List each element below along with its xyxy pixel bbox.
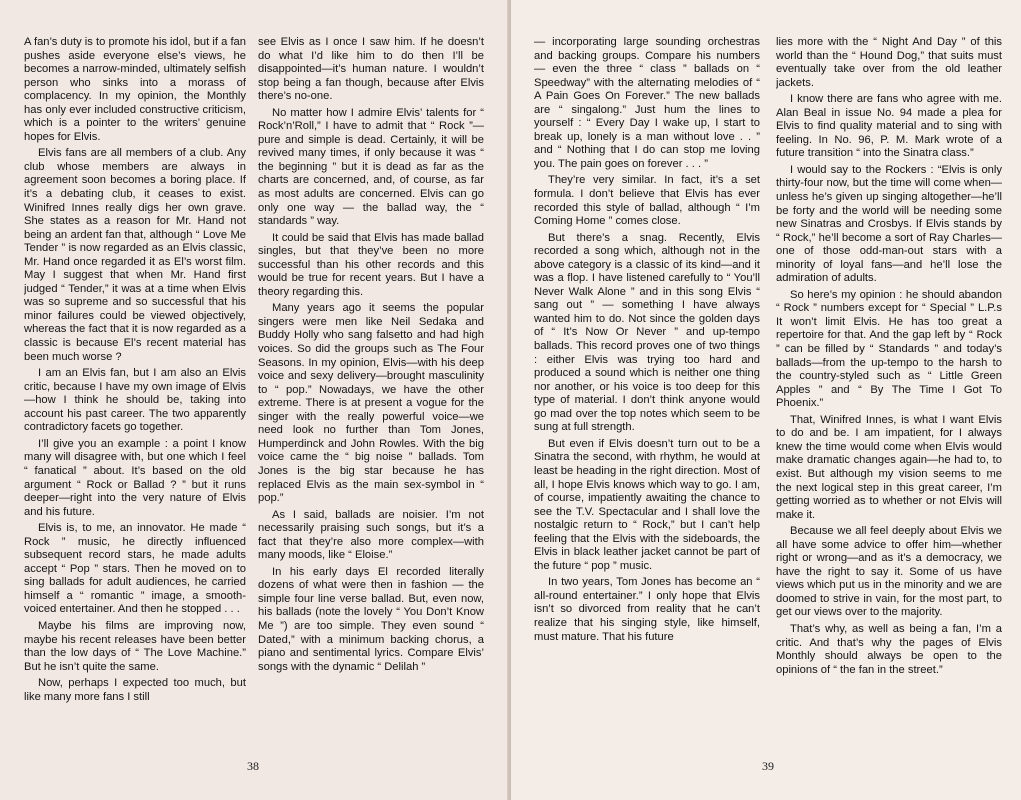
page-number-right: 39 <box>762 759 774 773</box>
paragraph: lies more with the “ Night And Day ” of this world than the “ Hound Dog,” that suits must eventually take over from the old leather jackets. <box>776 36 1002 89</box>
paragraph: It could be said that Elvis has made ballad singles, but that they’ve been no more successful than his other records and this would be true for recent years. But I have a theory regarding this. <box>258 231 484 298</box>
left-page <box>0 0 509 800</box>
paragraph: I know there are fans who agree with me. Alan Beal in issue No. 94 made a plea for Elvis to find quality material and to sing with feeling. In No. 96, P. M. Mark wrote of a future transition “ into the Sinatra class.” <box>776 93 1002 160</box>
paragraph: Elvis is, to me, an innovator. He made “ Rock ” music, he directly influenced subsequent record stars, he made adults accept “ Pop ” stars. Then he moved on to sing ballads for adult audiences, he carried himself a “ romantic ” image, a smooth-voiced entertainer. And then he stopped . . . <box>24 522 246 616</box>
paragraph: I’ll give you an example : a point I know many will disagree with, but one which I feel “ fanatical ” about. It’s based on the old argument “ Rock or Ballad ? ” but it runs deeper—right into the very nature of Elvis and his future. <box>24 437 246 518</box>
left-page-column-2 <box>258 36 484 776</box>
paragraph: They’re very similar. In fact, it’s a set formula. I don’t believe that Elvis has ever recorded this style of ballad, although “ I’m Coming Home ” comes close. <box>534 174 760 228</box>
paragraph: No matter how I admire Elvis’ talents for “ Rock’n’Roll,” I have to admit that “ Rock ”—pure and simple is dead. Certainly, it will be revived many times, if only because it was “ the beginning ” but it is dead as far as the charts are concerned, and, of course, as far as most adults are concerned. Elvis can go only one way — the ballad way, the “ standards ” way. <box>258 106 484 228</box>
paragraph: see Elvis as I once I saw him. If he doesn’t do what I’d like him to do then I’ll be disappointed—it’s human nature. I wouldn’t stop being a fan though, because after Elvis there’s no-one. <box>258 36 484 103</box>
paragraph: In his early days El recorded literally dozens of what were then in fashion — the simple four line verse ballad. But, even now, his ballads (note the lovely “ You Don’t Know Me ”) are too simple. They even sound “ Dated,” with a minimum backing chorus, a piano and sentimental lyrics. Compare Elvis’ songs with the dynamic “ Delilah ” <box>258 565 484 673</box>
paragraph: That’s why, as well as being a fan, I’m a critic. And that’s why the pages of Elvis Monthly should always be open to the opinions of “ the fan in the street.” <box>776 622 1002 676</box>
paragraph: That, Winifred Innes, is what I want Elvis to do and be. I am impatient, for I always knew the time would come when Elvis would make dramatic changes again—he had to, to exist. But although my vision seems to me the next logical step in this great career, I’m getting worried as to whether or not Elvis will make it. <box>776 413 1002 521</box>
paragraph: Maybe his films are improving now, maybe his recent releases have been better than the low days of “ The Love Machine.” But he isn’t quite the same. <box>24 619 246 673</box>
paragraph: Elvis fans are all members of a club. Any club whose members are always in agreement soon becomes a boring place. If it’s a debating club, it ceases to exist. Winifred Innes really digs her own grave. She states as a reason for Mr. Hand not being an ardent fan that, although “ Love Me Tender ” is now regarded as an Elvis classic, Mr. Hand once regarded it as El’s worst film. May I suggest that when Mr. Hand first judged “ Tender,” it was at a time when Elvis was so supreme and so successful that his minor failures could be viewed objectively, whereas the fact that it is now regarded as a classic is because El’s recent material has been much worse ? <box>24 147 246 363</box>
right-page-column-2 <box>776 36 1002 776</box>
paragraph: But there’s a snag. Recently, Elvis recorded a song which, although not in the above category is a classic of its kind—and it was a flop. I have listened carefully to “ You’ll Never Walk Alone ” and in this song Elvis “ sang out ” — something I have always wanted him to do. Not since the golden days of “ It’s Now Or Never ” and up-tempo ballads. This record proves one of two things : either Elvis was trying too hard and produced a sound which is neither one thing nor another, or his voice is too deep for this type of material. I don’t think anyone would go mad over the top notes which seem to be sung at full strength. <box>534 231 760 434</box>
paragraph: I would say to the Rockers : “Elvis is only thirty-four now, but the time will come when—unless he’s given up singing altogether—he’ll be forty and the world will be needing some new Sinatras and Crosbys. If Elvis stands by “ Rock,” he’ll become a sort of Ray Charles—one of those odd-man-out stars with a minority of loyal fans—and he’ll lose the admiration of adults. <box>776 163 1002 285</box>
paragraph: In two years, Tom Jones has become an “ all-round entertainer.” I only hope that Elvis isn’t so divorced from reality that he can’t realize that his singing style, like himself, must mature. That his future <box>534 576 760 643</box>
paragraph: So here’s my opinion : he should abandon “ Rock ” numbers except for “ Special ” L.P.s It won’t limit Elvis. He has too great a repertoire for that. And the gap left by “ Rock ” can be filled by “ Standards ” and today’s ballads—from the up-tempo to the harsh to the country-styled such as “ Little Green Apples ” and “ By The Time I Got To Phoenix.” <box>776 288 1002 410</box>
paragraph: Because we all feel deeply about Elvis we all have some advice to offer him—whether right or wrong—and as it’s a democracy, we have the right to say it. Some of us have views which put us in the minority and we are doomed to strive in vain, for the most part, to get our views over to the majority. <box>776 525 1002 619</box>
right-page-column-1 <box>534 36 760 776</box>
paragraph: But even if Elvis doesn’t turn out to be a Sinatra the second, with rhythm, he would at least be heading in the right direction. Most of all, I hope Elvis knows which way to go. I am, of course, impatiently awaiting the chance to see the T.V. Spectacular and I shall love the nostalgic return to “ Rock,” but I can’t help feeling that the Elvis with the sideboards, the Elvis in black leather jacket cannot be part of the future “ pop ” music. <box>534 437 760 572</box>
paragraph: Many years ago it seems the popular singers were men like Neil Sedaka and Buddy Holly who sang falsetto and had high voices. So did the groups such as The Four Seasons. In my opinion, Elvis—with his deep voice and sexy delivery—brought masculinity to “ pop.” Nowadays, we have the other extreme. There is at present a vogue for the singer with the really powerful voice—we need look no further than Tom Jones, Humperdinck and John Rowles. With the big voice came the “ big noise ” ballads. Tom Jones is the big star because he has replaced Elvis as the main sex-symbol in “ pop.” <box>258 302 484 505</box>
page-number-left: 38 <box>247 759 259 773</box>
paragraph: As I said, ballads are noisier. I’m not necessarily praising such songs, but it’s a fact that they’re also more complex—with many moods, like “ Eloise.” <box>258 508 484 562</box>
left-page-column-1 <box>24 36 246 776</box>
paragraph: — incorporating large sounding orchestras and backing groups. Compare his numbers — even the three “ class ” ballads on “ Speedway” with the alternating melodies of “ A Pain Goes On Forever.” The new ballads are “ singalong.” Just hum the lines to yourself : “ Every Day I wake up, I start to break up, lonely is a man without love . . ” and “ Nothing that I do can stop me loving you. The pain goes on forever . . . ” <box>534 36 760 170</box>
paragraph: Now, perhaps I expected too much, but like many more fans I still <box>24 677 246 703</box>
paragraph: A fan’s duty is to promote his idol, but if a fan pushes aside everyone else’s views, he becomes a narrow-minded, ultimately selfish person who sinks into a morass of complacency. In my opinion, the Monthly has only ever included constructive criticism, which is a pointer to the writers’ genuine hopes for Elvis. <box>24 36 246 143</box>
paragraph: I am an Elvis fan, but I am also an Elvis critic, because I have my own image of Elvis—how I think he should be, taking into account his past career. The two apparently contradictory facets go together. <box>24 367 246 434</box>
